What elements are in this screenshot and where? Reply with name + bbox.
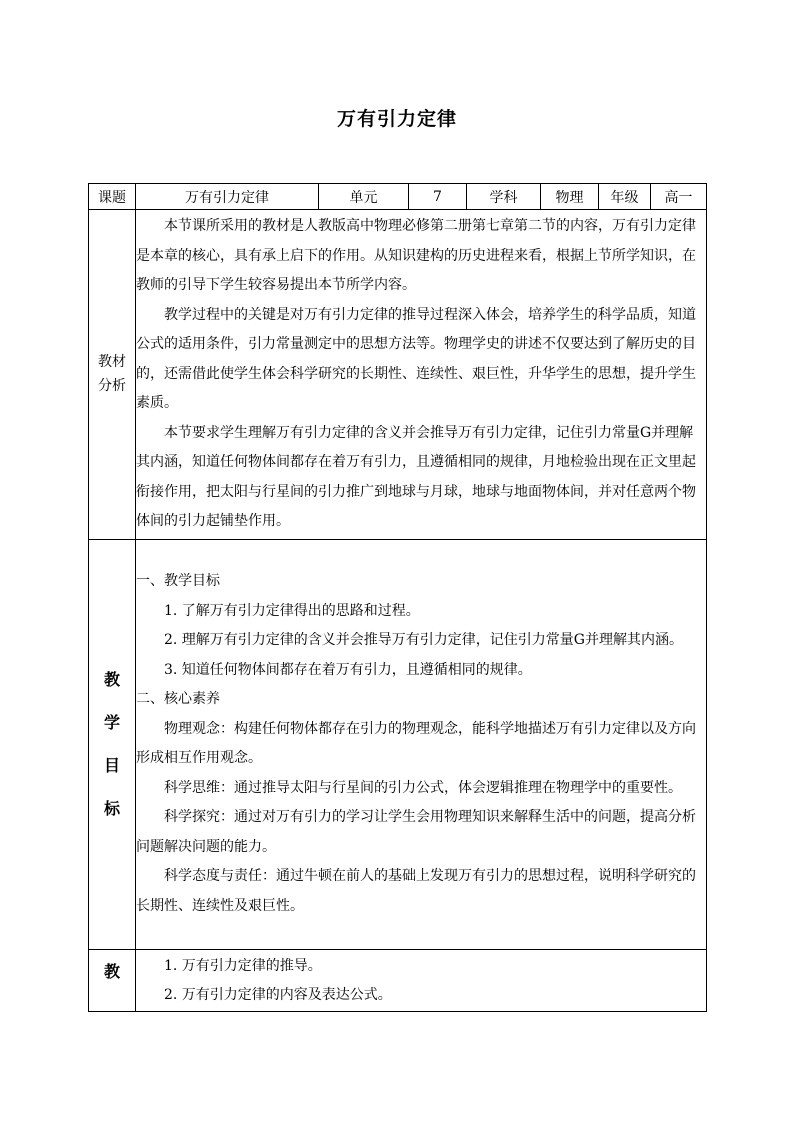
analysis-paragraph: 教学过程中的关键是对万有引力定律的推导过程深入体会，培养学生的科学品质，知道公式的适用条件，引力常量测定中的思想方法等。物理学史的讲述不仅要达到了解历史的目的，还需借此使学生体会科学研究的长期性、连续性、艰巨性，升华学生的思想，提升学生素质。	[136, 306, 696, 411]
analysis-paragraph: 本节要求学生理解万有引力定律的含义并会推导万有引力定律，记住引力常量G并理解其内涵，知道任何物体间都存在着万有引力，且遵循相同的规律，月地检验出现在正文里起衔接作用，把太阳与行星间的引力推广到地球与月球，地球与地面物体间，并对任意两个物体间的引力起铺垫作用。	[136, 424, 696, 529]
literacy-item: 科学态度与责任：通过牛顿在前人的基础上发现万有引力的思想过程，说明科学研究的长期性、连续性及艰巨性。	[136, 868, 696, 914]
topic-value: 万有引力定律	[136, 184, 319, 210]
keypoints-content	[136, 949, 707, 1011]
analysis-paragraph: 本节课所采用的教材是人教版高中物理必修第二册第七章第二节的内容，万有引力定律是本章的核心，具有承上启下的作用。从知识建构的历史进程来看，根据上节所学知识，在教师的引导下学生较容易提出本节所学内容。	[136, 218, 696, 293]
objectives-section-title: 一、教学目标	[136, 573, 220, 589]
literacy-item: 科学思维：通过推导太阳与行星间的引力公式，体会逻辑推理在物理学中的重要性。	[164, 779, 682, 796]
grade-label: 年级	[599, 184, 651, 210]
goal-item: 1. 了解万有引力定律得出的思路和过程。	[164, 602, 420, 619]
unit-label: 单元	[319, 184, 409, 210]
literacy-section-title: 二、核心素养	[136, 691, 220, 707]
objectives-label-char: 标	[103, 799, 120, 818]
analysis-label-line2: 分析	[98, 378, 126, 395]
analysis-label-line1: 教材	[98, 354, 126, 371]
keypoint-item: 2. 万有引力定律的内容及表达公式。	[164, 987, 392, 1003]
literacy-item: 科学探究：通过对万有引力的学习让学生会用物理知识来解释生活中的问题，提高分析问题解决问题的能力。	[136, 809, 696, 855]
goal-item: 2. 理解万有引力定律的含义并会推导万有引力定律，记住引力常量G并理解其内涵。	[164, 632, 683, 648]
analysis-content	[136, 210, 707, 540]
subject-label: 学科	[467, 184, 541, 210]
objectives-content	[136, 539, 707, 949]
goal-item: 3. 知道任何物体间都存在着万有引力，且遵循相同的规律。	[164, 661, 532, 678]
grade-value: 高一	[651, 184, 707, 210]
unit-value: 7	[409, 184, 467, 210]
objectives-label-char: 学	[103, 713, 120, 732]
analysis-row	[89, 210, 707, 540]
topic-label: 课题	[89, 184, 136, 210]
page-title: 万有引力定律	[336, 108, 457, 130]
subject-value: 物理	[541, 184, 599, 210]
keypoints-label: 教	[89, 949, 136, 1011]
objectives-label-char: 目	[103, 756, 120, 775]
keypoints-row	[89, 949, 707, 1011]
literacy-item: 物理观念：构建任何物体都存在引力的物理观念，能科学地描述万有引力定律以及方向形成相互作用观念。	[136, 720, 696, 766]
objectives-label-char: 教	[103, 670, 120, 689]
objectives-row	[89, 539, 707, 949]
keypoint-item: 1. 万有引力定律的推导。	[164, 957, 322, 974]
objectives-label	[89, 539, 136, 949]
lesson-plan-table	[88, 183, 707, 1012]
analysis-label	[89, 210, 136, 540]
header-row	[89, 184, 707, 210]
